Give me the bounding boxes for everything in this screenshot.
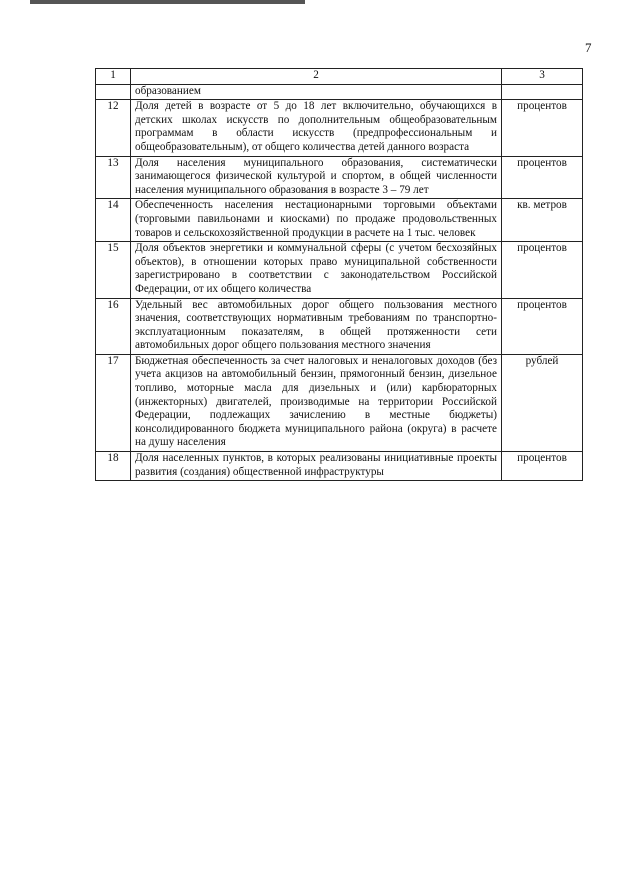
indicator-text: Доля населения муниципального образования, систематически занимающегося физической культурой и спортом, в общей численности населения муниципального образования в возрасте 3 – 79 лет: [131, 156, 502, 199]
unit-cell: рублей: [502, 354, 583, 451]
row-number: 16: [96, 298, 131, 354]
table-row: [96, 199, 583, 242]
unit-cell: процентов: [502, 100, 583, 156]
indicator-text: Доля детей в возрасте от 5 до 18 лет включительно, обучающихся в детских школах искусств по дополнительным общеобразовательным программам в области искусств (предпрофессиональным и общеобразовательным), от общего количества детей данного возраста: [131, 100, 502, 156]
indicator-text: Доля населенных пунктов, в которых реализованы инициативные проекты развития (создания) общественной инфраструктуры: [131, 452, 502, 481]
unit-cell: процентов: [502, 156, 583, 199]
column-header: 3: [502, 69, 583, 85]
unit-cell: процентов: [502, 298, 583, 354]
column-header: 1: [96, 69, 131, 85]
row-number: 13: [96, 156, 131, 199]
column-header: 2: [131, 69, 502, 85]
table-row: [96, 298, 583, 354]
table-row: [96, 452, 583, 481]
indicator-text: Обеспеченность населения нестационарными торговыми объектами (торговыми павильонами и киосками) по продаже продовольственных товаров и сельскохозяйственной продукции в расчете на 1 тыс. человек: [131, 199, 502, 242]
table-row: [96, 100, 583, 156]
page-number: 7: [585, 40, 592, 55]
indicator-text: Удельный вес автомобильных дорог общего пользования местного значения, соответствующих нормативным требованиям по транспортно-эксплуатационным показателям, в общей протяженности сети автомобильных дорог общего пользования местного значения: [131, 298, 502, 354]
row-number: 12: [96, 100, 131, 156]
unit-cell: процентов: [502, 242, 583, 298]
row-number: 18: [96, 452, 131, 481]
unit-cell: процентов: [502, 452, 583, 481]
indicator-text: образованием: [131, 84, 502, 100]
row-number: 15: [96, 242, 131, 298]
top-edge-rule: [30, 0, 305, 4]
unit-cell: кв. метров: [502, 199, 583, 242]
table-row: [96, 354, 583, 451]
indicator-text: Доля объектов энергетики и коммунальной сферы (с учетом бесхозяйных объектов), в отношении которых право муниципальной собственности зарегистрировано в соответствии с законодательством Российской Федерации, от их общего количества: [131, 242, 502, 298]
row-number: 17: [96, 354, 131, 451]
unit-cell: [502, 84, 583, 100]
table-header-row: [96, 69, 583, 85]
row-number: [96, 84, 131, 100]
table-row: [96, 156, 583, 199]
continuation-row: [96, 84, 583, 100]
indicator-text: Бюджетная обеспеченность за счет налоговых и неналоговых доходов (без учета акцизов на автомобильный бензин, прямогонный бензин, дизельное топливо, моторные масла для дизельных и (или) карбюраторных (инжекторных) двигателей, производимые на территории Российской Федерации, подлежащих зачислению в местные бюджеты) консолидированного бюджета муниципального района (округа) в расчете на душу населения: [131, 354, 502, 451]
table-row: [96, 242, 583, 298]
indicators-table: [95, 68, 583, 481]
row-number: 14: [96, 199, 131, 242]
